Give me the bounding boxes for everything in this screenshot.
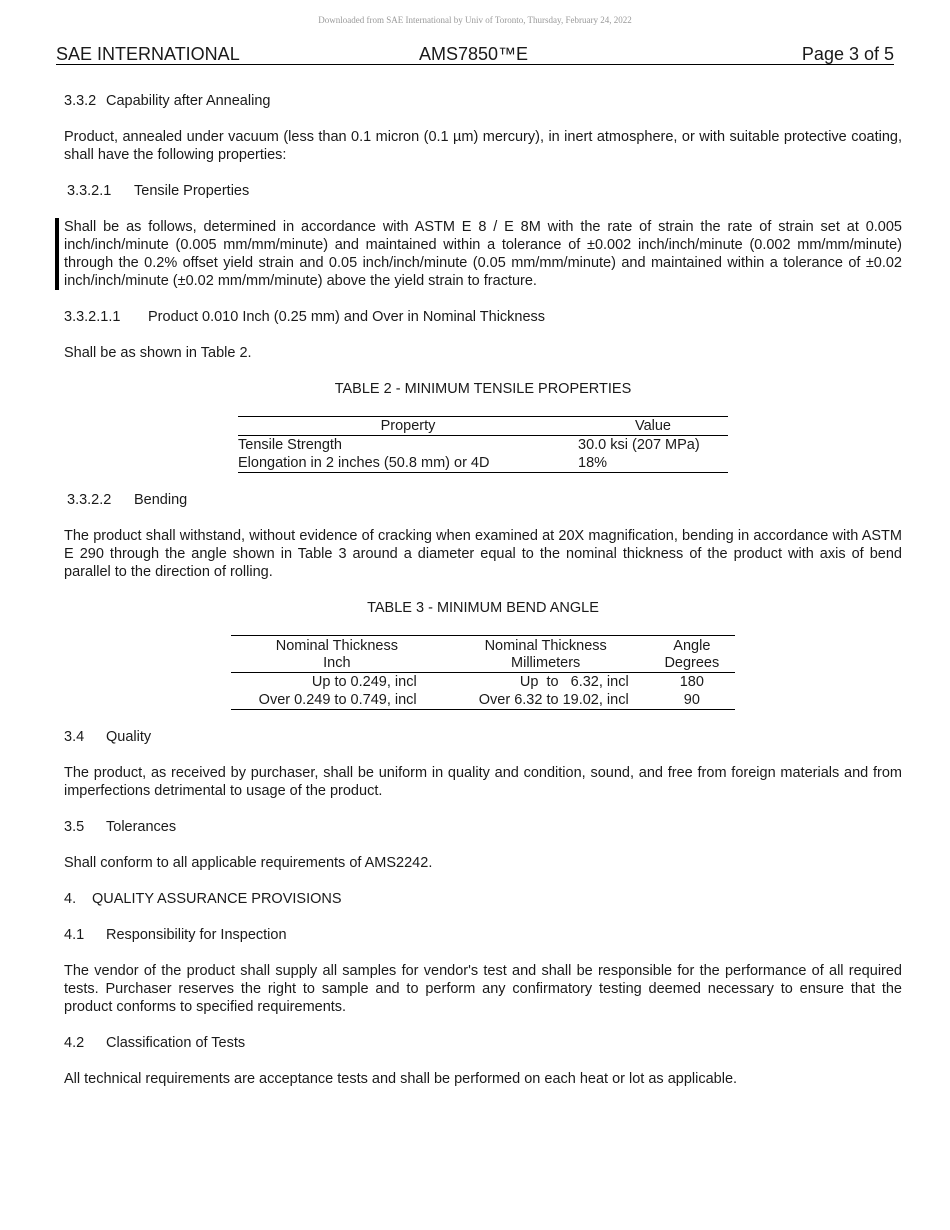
section-3-3-2-2-heading — [64, 491, 902, 509]
section-number: 4.2 — [64, 1035, 85, 1051]
section-number: 3.4 — [64, 729, 85, 745]
section-3-3-2-heading — [64, 92, 902, 110]
column-header: Nominal Thickness Inch — [231, 636, 443, 673]
section-3-3-2-2-body: The product shall withstand, without evidence of cracking when examined at 20X magnification, bending in accordance with ASTM E 290 through the angle shown in Table 3 around a diameter equal to the nominal thickness of the product with axis of bend parallel to the direction of rolling. — [64, 528, 902, 580]
column-header: Angle Degrees — [649, 636, 735, 673]
document-body — [64, 92, 902, 1106]
download-watermark: Downloaded from SAE International by Univ of Toronto, Thursday, February 24, 2022 — [318, 15, 632, 25]
section-title: Quality — [106, 729, 152, 745]
section-number: 3.5 — [64, 819, 85, 835]
table-row — [231, 673, 735, 692]
section-number: 3.3.2 — [64, 93, 97, 109]
table-3-caption: TABLE 3 - MINIMUM BEND ANGLE — [367, 600, 599, 616]
header-document-number: AMS7850™E — [419, 44, 529, 64]
page-header — [56, 44, 894, 65]
table-cell: 18% — [578, 455, 608, 471]
section-title: Classification of Tests — [106, 1035, 246, 1051]
header-page-number: Page 3 of 5 — [801, 44, 894, 64]
section-3-3-2-body: Product, annealed under vacuum (less than 0.1 micron (0.1 µm) mercury), in inert atmosphere, or with suitable protective coating, shall have the following properties: — [64, 129, 902, 163]
section-title: Capability after Annealing — [106, 93, 271, 109]
section-3-3-2-1-heading — [64, 182, 902, 200]
section-3-3-2-1-1-body: Shall be as shown in Table 2. — [64, 345, 252, 361]
table-cell: Up to 0.249, incl — [311, 674, 417, 690]
section-4-1-body: The vendor of the product shall supply all samples for vendor's test and shall be responsible for the performance of all required tests. Purchaser reserves the right to sample and to perform any confirmatory testing deemed necessary to ensure that the product conforms to specified requirements. — [64, 963, 902, 1015]
table-row — [238, 454, 728, 473]
table-cell: Over 0.249 to 0.749, incl — [258, 692, 417, 708]
section-3-4-body: The product, as received by purchaser, shall be uniform in quality and condition, sound, and free from foreign materials and from imperfections detrimental to usage of the product. — [64, 765, 902, 799]
section-number: 4. — [64, 891, 77, 907]
table-2-tensile-properties — [238, 416, 728, 473]
paragraph-text: Shall be as follows, determined in accordance with ASTM E 8 / E 8M with the rate of strain the rate of strain set at 0.005 inch/inch/minute (0.005 mm/mm/minute) and maintained within a tolerance of ±0.002 inch/inch/minute (0.002 mm/mm/minute) through the 0.2% offset yield strain and 0.05 inch/inch/minute (0.05 mm/mm/minute) and maintained within a tolerance of ±0.02 inch/inch/minute (±0.02 mm/mm/minute) above the yield strain to fracture. — [64, 219, 902, 289]
section-4-2-body: All technical requirements are acceptance tests and shall be performed on each heat or lot as applicable. — [64, 1071, 738, 1087]
section-4-heading — [64, 890, 902, 908]
table-cell: 90 — [683, 692, 700, 708]
section-3-5-heading — [64, 818, 902, 836]
table-cell: 180 — [679, 674, 704, 690]
section-number: 4.1 — [64, 927, 85, 943]
section-3-3-2-1-1-heading — [64, 308, 902, 326]
table-cell: Up to 6.32, incl — [519, 674, 629, 690]
section-title: Product 0.010 Inch (0.25 mm) and Over in Nominal Thickness — [148, 309, 546, 325]
section-title: QUALITY ASSURANCE PROVISIONS — [92, 891, 342, 907]
table-cell: Over 6.32 to 19.02, incl — [478, 692, 629, 708]
section-title: Tensile Properties — [134, 183, 250, 199]
section-3-3-2-1-body — [64, 218, 902, 290]
section-3-5-body: Shall conform to all applicable requirements of AMS2242. — [64, 855, 433, 871]
table-cell: Tensile Strength — [238, 437, 342, 453]
section-number: 3.3.2.1.1 — [64, 309, 121, 325]
table-3-bend-angle — [231, 635, 735, 710]
section-title: Tolerances — [106, 819, 177, 835]
section-title: Responsibility for Inspection — [106, 927, 287, 943]
section-title: Bending — [134, 492, 188, 508]
section-4-1-heading — [64, 926, 902, 944]
revision-change-bar — [55, 218, 59, 290]
column-header: Property — [238, 417, 578, 436]
table-cell: 30.0 ksi (207 MPa) — [578, 437, 700, 453]
section-4-2-heading — [64, 1034, 902, 1052]
table-row — [238, 436, 728, 455]
column-header: Nominal Thickness Millimeters — [443, 636, 649, 673]
header-organization: SAE INTERNATIONAL — [56, 44, 240, 64]
table-row — [231, 691, 735, 710]
table-2-caption: TABLE 2 - MINIMUM TENSILE PROPERTIES — [334, 381, 632, 397]
table-cell: Elongation in 2 inches (50.8 mm) or 4D — [238, 455, 490, 471]
section-number: 3.3.2.1 — [67, 183, 112, 199]
column-header: Value — [578, 417, 728, 436]
section-number: 3.3.2.2 — [67, 492, 112, 508]
section-3-4-heading — [64, 728, 902, 746]
